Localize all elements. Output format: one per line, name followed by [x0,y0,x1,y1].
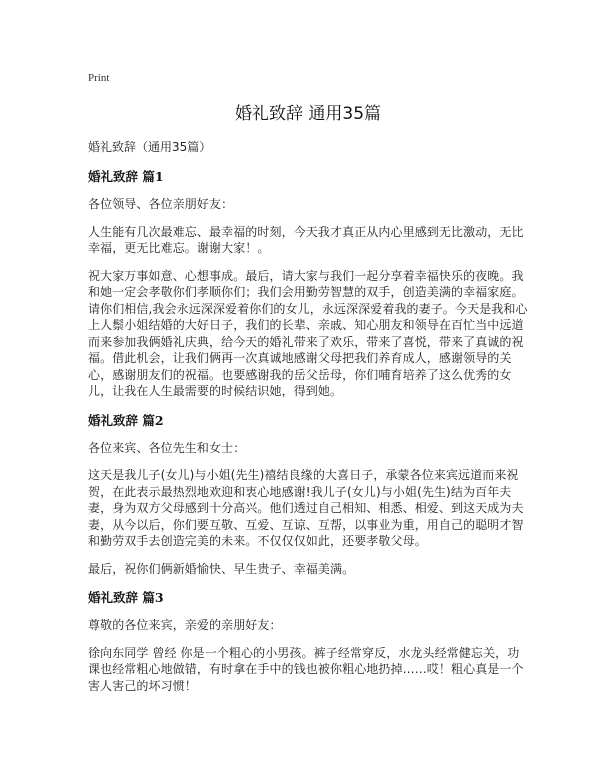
paragraph: 各位来宾、各位先生和女士： [88,440,246,455]
section-heading: 婚礼致辞 篇3 [88,590,164,605]
section-heading: 婚礼致辞 篇2 [88,412,164,428]
paragraph: 徐向东同学 曾经 你是一个粗心的小男孩。裤子经常穿反，水龙头经常健忘关，功课也经常粗心地做错，有时拿在手中的钱也被你粗心地扔掉……哎！粗心真是一个害人害己的坏习惯！ [88,645,524,693]
paragraph: 各位领导、各位亲朋好友： [88,197,234,211]
paragraph: 尊敬的各位来宾，亲爱的亲朋好友： [88,618,282,632]
section-3 [88,588,528,694]
document-subtitle: 婚礼致辞（通用35篇） [88,140,212,154]
section-1 [88,167,528,400]
paragraph: 人生能有几次最难忘、最幸福的时刻，今天我才真正从内心里感到无比激动，无比幸福，更无比难忘。谢谢大家！。 [88,224,524,255]
document-title: 婚礼致辞 通用35篇 [234,104,382,124]
document-page [88,72,528,705]
paragraph: 祝大家万事如意、心想事成。最后，请大家与我们一起分享着幸福快乐的夜晚。我和她一定会孝敬你们孝顺你们；我们会用勤劳智慧的双手，创造美满的幸福家庭。请你们相信,我会永远深深爱着你们的女儿，永远深深爱着我的妻子。今天是我和心上人鬃小姐结婚的大好日子，我们的长辈、亲戚、知心朋友和领导在百忙当中远道而来参加我俩婚礼庆典，给今天的婚礼带来了欢乐，带来了喜悦，带来了真诚的祝福。借此机会，让我们俩再一次真诚地感谢父母把我们养育成人，感谢领导的关心，感谢朋友们的祝福。也要感谢我的岳父岳母，你们哺育培养了这么优秀的女儿，让我在人生最需要的时候结识她，得到她。 [88,268,528,398]
print-label[interactable]: Print [88,72,110,84]
paragraph: 这天是我儿子(女儿)与小姐(先生)禧结良缘的大喜日子，承蒙各位来宾远道而来祝贺，在此表示最热烈地欢迎和衷心地感谢!我儿子(女儿)与小姐(先生)结为百年夫妻，身为双方父母感到十分高兴。他们透过自己相知、相悉、相爱、到这天成为夫妻，从今以后，你们要互敬、互爱、互谅、互帮，以事业为重，用自己的聪明才智和勤劳双手去创造完美的未来。不仅仅仅如此，还要孝敬父母。 [88,468,524,548]
paragraph: 最后，祝你们俩新婚愉快、早生贵子、幸福美满。 [88,561,355,576]
section-2 [88,411,528,578]
section-heading: 婚礼致辞 篇1 [88,169,164,184]
